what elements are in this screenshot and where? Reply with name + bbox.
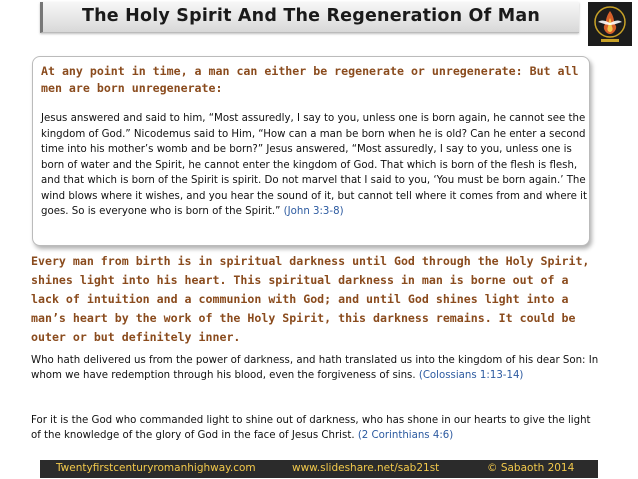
scripture-paragraph	[31, 353, 601, 383]
scripture-reference: (2 Corinthians 4:6)	[357, 430, 454, 442]
box-body	[41, 111, 587, 220]
box-heading: At any point in time, a man can either be regenerate or unregenerate: But all men are born unregenerate:	[41, 64, 579, 95]
paragraph-text: For it is the God who commanded light to shine out of darkness, who has shone in our hearts to give the light of the knowledge of the glory of God in the face of Jesus Christ.	[31, 415, 591, 442]
footer-website-link[interactable]: Twentyfirstcenturyromanhighway.com	[56, 462, 256, 474]
paragraph-text: Who hath delivered us from the power of darkness, and hath translated us into the kingdom of his dear Son: In whom we have redemption through his blood, even the forgiveness of sins.	[31, 355, 599, 382]
dove-and-flame-emblem-icon	[588, 2, 632, 46]
scripture-paragraph	[31, 413, 601, 443]
title-bar	[40, 2, 579, 33]
box-body-text: Jesus answered and said to him, “Most assuredly, I say to you, unless one is born again, he cannot see the kingdom of God.” Nicodemus said to Him, “How can a man be born when he is old? Can he enter a second time into his mother’s womb and be born?” Jesus answered, “Most assuredly, I say to you, unless one is born of water and the Spirit, he cannot enter the kingdom of God. That which is born of the flesh is flesh, and that which is born of the Spirit is spirit. Do not marvel that I said to you, ‘You must be born again.’ The wind blows where it wishes, and you hear the sound of it, but cannot tell where it comes from and where it goes. So is everyone who is born of the Spirit.”	[41, 113, 587, 217]
scripture-reference: (Colossians 1:13-14)	[418, 370, 524, 382]
highlight-paragraph: Every man from birth is in spiritual darkness until God through the Holy Spirit, shines light into his heart. This spiritual darkness in man is borne out of a lack of intuition and a communion with God; and until God shines light into a man’s heart by the work of the Holy Spirit, this darkness remains. It could be outer or but definitely inner.	[31, 254, 590, 344]
footer-copyright: © Sabaoth 2014	[487, 462, 575, 474]
footer-bar	[40, 460, 598, 478]
scripture-box	[32, 56, 590, 246]
scripture-reference: (John 3:3-8)	[283, 206, 344, 217]
slide-title: The Holy Spirit And The Regeneration Of Man	[81, 6, 541, 26]
footer-slideshare-link[interactable]: www.slideshare.net/sab21st	[292, 462, 440, 474]
